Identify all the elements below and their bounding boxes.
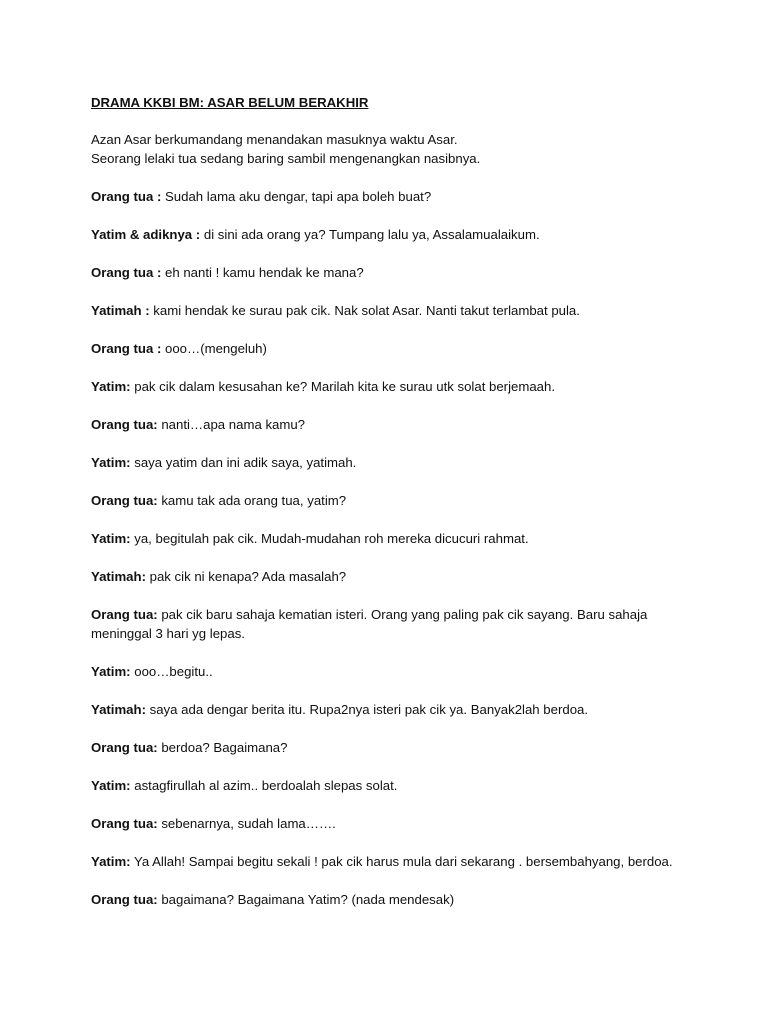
dialogue-line xyxy=(91,776,691,795)
dialogue-text: kamu tak ada orang tua, yatim? xyxy=(157,493,347,508)
speaker-name: Orang tua : xyxy=(91,265,162,280)
dialogue-text: astagfirullah al azim.. berdoalah slepas solat. xyxy=(130,778,398,793)
dialogue-text: saya yatim dan ini adik saya, yatimah. xyxy=(130,455,357,470)
document-page xyxy=(91,93,691,928)
dialogue-text: eh nanti ! kamu hendak ke mana? xyxy=(161,265,364,280)
dialogue-text: pak cik ni kenapa? Ada masalah? xyxy=(145,569,347,584)
dialogue-text: bagaimana? Bagaimana Yatim? (nada mendesak) xyxy=(157,892,455,907)
speaker-name: Yatim: xyxy=(91,664,131,679)
dialogue-text: pak cik dalam kesusahan ke? Marilah kita ke surau utk solat berjemaah. xyxy=(130,379,555,394)
speaker-name: Orang tua: xyxy=(91,417,158,432)
dialogue-text: di sini ada orang ya? Tumpang lalu ya, Assalamualaikum. xyxy=(200,227,540,242)
dialogue-text: Ya Allah! Sampai begitu sekali ! pak cik harus mula dari sekarang . bersembahyang, berdoa. xyxy=(130,854,673,869)
intro-line: Seorang lelaki tua sedang baring sambil mengenangkan nasibnya. xyxy=(91,151,481,166)
dialogue-line xyxy=(91,662,691,681)
dialogue-text: saya ada dengar berita itu. Rupa2nya isteri pak cik ya. Banyak2lah berdoa. xyxy=(145,702,589,717)
dialogue-line xyxy=(91,814,691,833)
dialogue-line xyxy=(91,567,691,586)
document-title: DRAMA KKBI BM: ASAR BELUM BERAKHIR xyxy=(91,95,369,110)
speaker-name: Yatimah: xyxy=(91,569,146,584)
dialogue-line xyxy=(91,605,691,643)
speaker-name: Orang tua: xyxy=(91,740,158,755)
dialogue-line xyxy=(91,890,691,909)
dialogue-line xyxy=(91,415,691,434)
dialogue-line xyxy=(91,529,691,548)
dialogue-line xyxy=(91,263,691,282)
speaker-name: Yatim & adiknya : xyxy=(91,227,201,242)
intro-line: Azan Asar berkumandang menandakan masuknya waktu Asar. xyxy=(91,132,458,147)
dialogue-line xyxy=(91,738,691,757)
dialogue-line xyxy=(91,852,691,871)
dialogue-text: ooo…begitu.. xyxy=(130,664,213,679)
speaker-name: Yatim: xyxy=(91,854,131,869)
dialogue-text: ooo…(mengeluh) xyxy=(161,341,267,356)
speaker-name: Orang tua : xyxy=(91,341,162,356)
dialogue-line xyxy=(91,187,691,206)
dialogue-text: pak cik baru sahaja kematian isteri. Orang yang paling pak cik sayang. Baru sahaja meninggal 3 hari yg lepas. xyxy=(91,607,648,641)
dialogue-text: sebenarnya, sudah lama……. xyxy=(157,816,336,831)
speaker-name: Yatimah : xyxy=(91,303,150,318)
speaker-name: Yatim: xyxy=(91,455,131,470)
dialogue-text: nanti…apa nama kamu? xyxy=(157,417,306,432)
dialogue-line xyxy=(91,491,691,510)
speaker-name: Yatimah: xyxy=(91,702,146,717)
dialogue-line xyxy=(91,339,691,358)
dialogue-line xyxy=(91,225,691,244)
dialogue-line xyxy=(91,377,691,396)
intro-paragraph xyxy=(91,130,691,168)
speaker-name: Orang tua: xyxy=(91,607,158,622)
dialogue-text: Sudah lama aku dengar, tapi apa boleh buat? xyxy=(161,189,432,204)
dialogue-line xyxy=(91,453,691,472)
speaker-name: Orang tua: xyxy=(91,816,158,831)
dialogue-line xyxy=(91,301,691,320)
dialogue-text: ya, begitulah pak cik. Mudah-mudahan roh mereka dicucuri rahmat. xyxy=(130,531,529,546)
dialogue-text: kami hendak ke surau pak cik. Nak solat Asar. Nanti takut terlambat pula. xyxy=(149,303,580,318)
speaker-name: Orang tua: xyxy=(91,493,158,508)
speaker-name: Orang tua : xyxy=(91,189,162,204)
dialogue-list xyxy=(91,187,691,909)
dialogue-line xyxy=(91,700,691,719)
speaker-name: Orang tua: xyxy=(91,892,158,907)
dialogue-text: berdoa? Bagaimana? xyxy=(157,740,288,755)
speaker-name: Yatim: xyxy=(91,778,131,793)
speaker-name: Yatim: xyxy=(91,531,131,546)
speaker-name: Yatim: xyxy=(91,379,131,394)
